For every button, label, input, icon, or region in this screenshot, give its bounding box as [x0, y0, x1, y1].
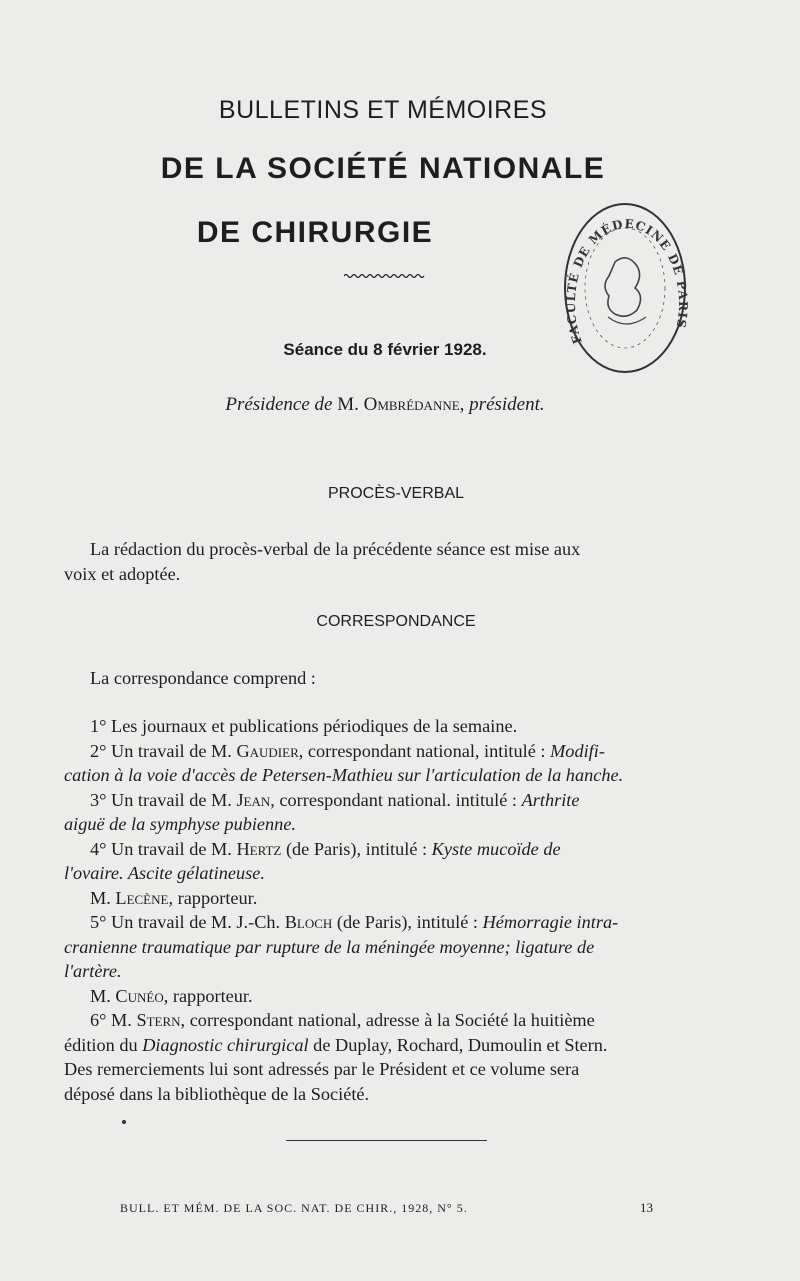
correspondance-heading: CORRESPONDANCE	[316, 613, 476, 630]
president-name: Ombrédanne	[363, 394, 460, 415]
proces-verbal-heading: PROCÈS-VERBAL	[327, 485, 465, 502]
presidency-line: Présidence de M. Ombrédanne, président.	[225, 394, 545, 415]
list-item: 5° Un travail de M. J.-Ch. Bloch (de Paris), intitulé : Hémorragie intra-	[90, 912, 619, 932]
proces-verbal-line-2: voix et adoptée.	[64, 563, 181, 584]
presidency-prefix: Présidence de	[225, 394, 333, 415]
correspondance-intro-text: La correspondance comprend :	[90, 668, 316, 688]
presidency-suffix: président.	[469, 394, 545, 415]
correspondance-intro	[64, 666, 716, 691]
proces-verbal-line-1: La rédaction du procès-verbal de la précédente séance est mise aux	[90, 539, 581, 559]
ink-dot	[122, 1120, 126, 1124]
presidency-abbr: M.	[337, 394, 359, 415]
list-item: 6° M. Stern, correspondant national, adresse à la Société la huitième	[90, 1010, 595, 1030]
list-item: 3° Un travail de M. Jean, correspondant national. intitulé : Arthrite	[90, 789, 580, 810]
correspondance-list: 1° Les journaux et publications périodiques de la semaine. 2° Un travail de M. Gaudier, correspondant national, intitulé : Modifi- cation à la voie d'accès de Petersen-Mathieu sur l'articulation de la hanche. 3° Un travail de M. Jean, correspondant national. intitulé : Arthrite aiguë de la symphyse pubienne. 4° Un travail de M. Hertz (de Paris), intitulé : Kyste mucoïde de l'ovaire. Ascite gélatineuse. M. Lecène, rapporteur. 5° Un travail de M. J.-Ch. Bloch (de Paris), intitulé : Hémorragie intra- cranienne traumatique par rupture de la méningée moyenne; ligature de l'artère. M. Cunéo, rapporteur. 6° M. Stern, correspondant national, adresse à la Société la huitième édition du Diagnostic chirurgical de Duplay, Rochard, Dumoulin et Stern. Des remerciements lui sont adressés par le Président et ce volume sera déposé dans la bibliothèque de la Société.	[64, 714, 716, 1106]
end-rule	[286, 1140, 487, 1141]
journal-title-line-3: DE CHIRURGIE	[196, 216, 434, 249]
rapporteur-line: M. Lecène, rapporteur.	[90, 887, 258, 908]
session-date: Séance du 8 février 1928.	[283, 340, 487, 359]
proces-verbal-paragraph	[64, 537, 716, 586]
page-number: 13	[640, 1200, 653, 1215]
ornamental-wavy-rule	[344, 272, 426, 280]
stamp-text: FACULTÉ DE MÉDECINE DE PARIS	[563, 216, 690, 346]
journal-title-line-2: DE LA SOCIÉTÉ NATIONALE	[160, 152, 606, 185]
footer-citation: BULL. ET MÉM. DE LA SOC. NAT. DE CHIR., 1928, N° 5.	[120, 1201, 468, 1215]
rapporteur-line: M. Cunéo, rapporteur.	[90, 985, 253, 1006]
list-item: 4° Un travail de M. Hertz (de Paris), intitulé : Kyste mucoïde de	[90, 838, 561, 859]
list-item: 2° Un travail de M. Gaudier, correspondant national, intitulé : Modifi-	[90, 740, 605, 761]
list-item: 1° Les journaux et publications périodiques de la semaine.	[90, 716, 518, 736]
journal-title-line-1: BULLETINS ET MÉMOIRES	[218, 96, 548, 124]
